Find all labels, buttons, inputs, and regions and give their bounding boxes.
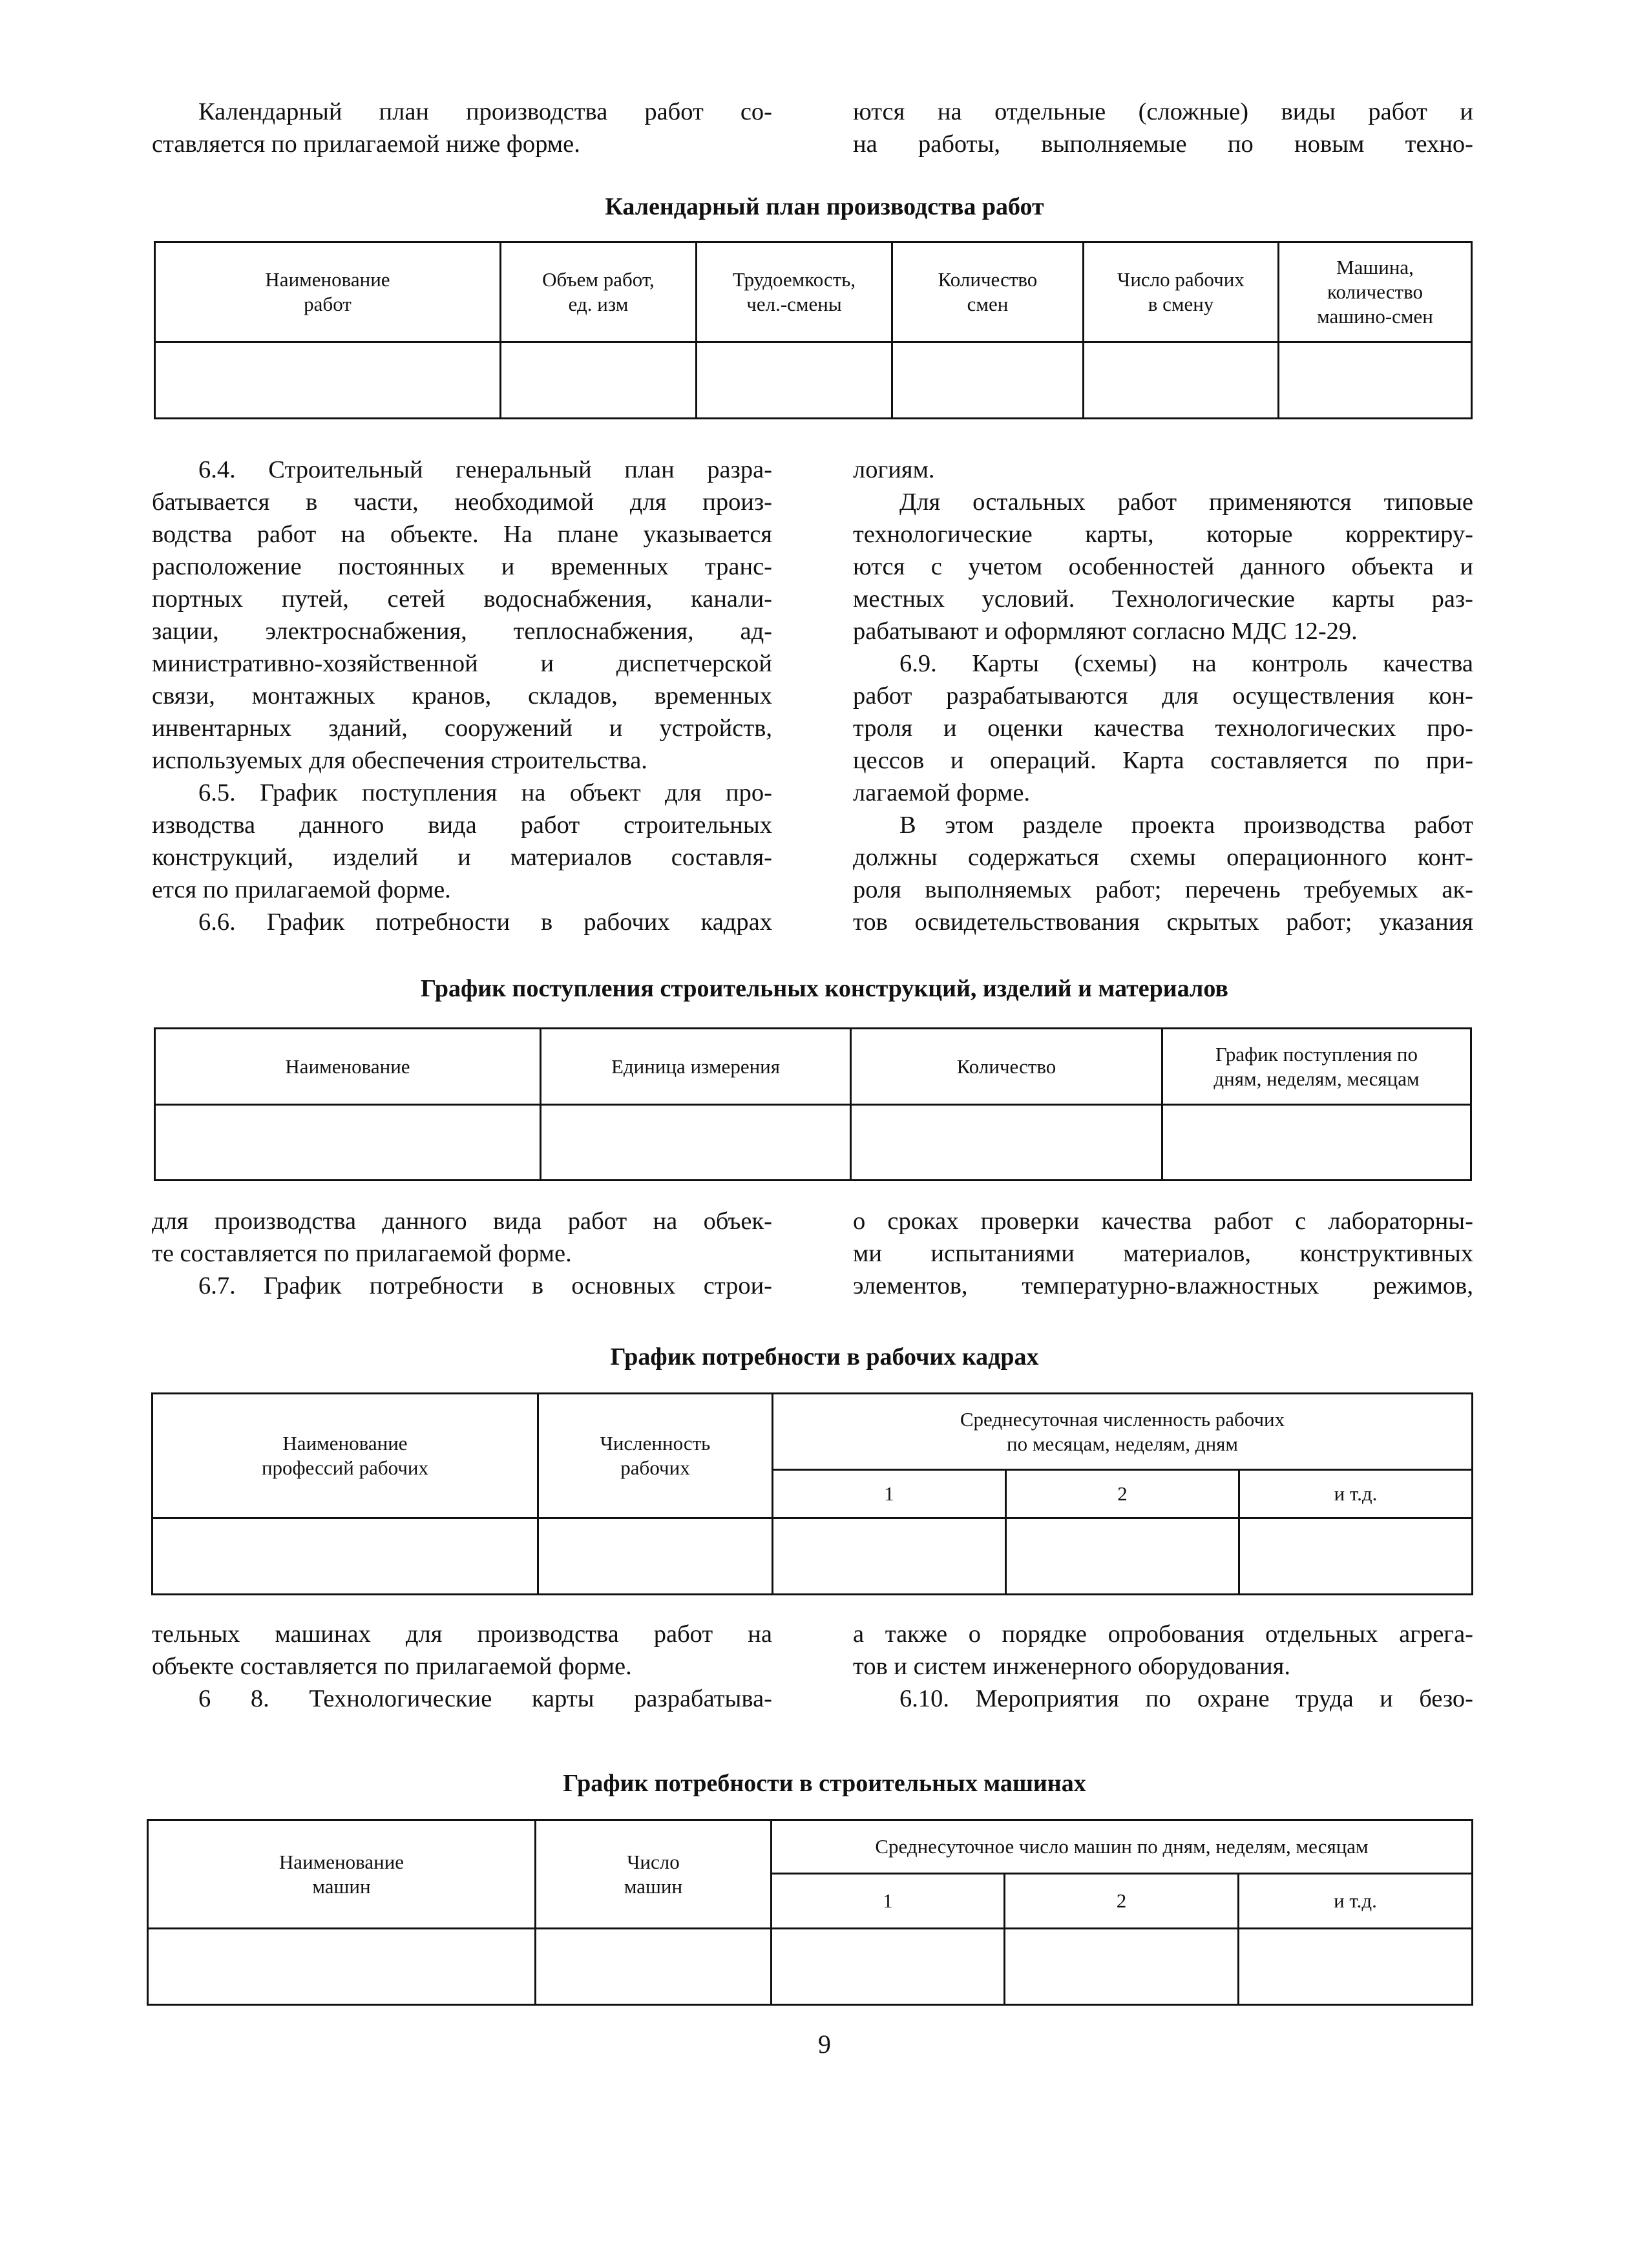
column-left xyxy=(152,1205,772,1302)
header-cell: Наименование работ xyxy=(155,242,501,342)
text-block-3 xyxy=(152,1205,1473,1302)
subheader-cell: 1 xyxy=(773,1470,1006,1518)
paragraph-line: ставляется по прилагаемой ниже форме. xyxy=(152,131,580,158)
paragraph-line: а также о порядке опробования отдельных агрега- xyxy=(853,1621,1473,1648)
paragraph-line: зации, электроснабжения, теплоснабжения, ад- xyxy=(152,618,772,645)
table-title-calendar-plan: Календарный план производства работ xyxy=(605,193,1044,220)
column-left xyxy=(152,454,772,938)
table-calendar-plan xyxy=(154,241,1473,419)
paragraph-line: министративно-хозяйственной и диспетчерской xyxy=(152,650,772,677)
empty-cell xyxy=(541,1105,851,1181)
paragraph-line: Для остальных работ применяются типовые xyxy=(899,488,1473,516)
header-cell: Наименование xyxy=(155,1029,541,1105)
empty-cell xyxy=(773,1518,1006,1595)
paragraph-line: на работы, выполняемые по новым техно- xyxy=(853,131,1473,158)
table-row xyxy=(155,1105,1471,1181)
paragraph-line: В этом разделе проекта производства работ xyxy=(899,812,1473,839)
header-cell: Количество смен xyxy=(892,242,1084,342)
paragraph-line: водства работ на объекте. На плане указывается xyxy=(152,521,772,548)
paragraph-line: Календарный план производства работ со- xyxy=(198,98,772,125)
paragraph-line: лагаемой форме. xyxy=(853,779,1031,806)
table-deliveries xyxy=(154,1027,1472,1181)
paragraph-line: используемых для обеспечения строительства. xyxy=(152,747,647,774)
paragraph-line: должны содержаться схемы операционного конт- xyxy=(853,844,1473,871)
header-cell: Количество xyxy=(851,1029,1162,1105)
paragraph-line: ми испытаниями материалов, конструктивных xyxy=(853,1240,1473,1267)
empty-cell xyxy=(155,342,501,419)
header-cell: Среднесуточная численность рабочих по месяцам, неделям, дням xyxy=(773,1394,1473,1470)
subheader-cell: 2 xyxy=(1006,1470,1239,1518)
paragraph-line: элементов, температурно-влажностных режимов, xyxy=(853,1272,1473,1299)
paragraph-line: связи, монтажных кранов, складов, временных xyxy=(152,682,772,709)
paragraph-line: 6 8. Технологические карты разрабатыва- xyxy=(198,1685,772,1712)
table-machines xyxy=(147,1819,1473,2006)
paragraph-line: тельных машинах для производства работ на xyxy=(152,1621,772,1648)
paragraph-line: работ разрабатываются для осуществления кон- xyxy=(853,682,1473,709)
empty-cell xyxy=(152,1518,538,1595)
paragraph-line: местных условий. Технологические карты раз- xyxy=(853,585,1473,613)
empty-cell xyxy=(1005,1929,1239,2005)
paragraph-line: конструкций, изделий и материалов составля- xyxy=(152,844,772,871)
header-cell: Среднесуточное число машин по дням, неделям, месяцам xyxy=(772,1820,1473,1874)
table-workers xyxy=(151,1392,1473,1595)
empty-cell xyxy=(148,1929,536,2005)
empty-cell xyxy=(538,1518,773,1595)
empty-cell xyxy=(536,1929,772,2005)
paragraph-line: расположение постоянных и временных транс- xyxy=(152,553,772,580)
header-cell: Трудоемкость, чел.-смены xyxy=(697,242,892,342)
paragraph-line: цессов и операций. Карта составляется по при- xyxy=(853,747,1473,774)
paragraph-line: логиям. xyxy=(853,456,935,483)
empty-cell xyxy=(1162,1105,1471,1181)
header-cell: Наименование машин xyxy=(148,1820,536,1929)
subheader-cell: 1 xyxy=(772,1874,1005,1929)
paragraph-line: 6.7. График потребности в основных строи- xyxy=(198,1272,772,1299)
table-title-machines: График потребности в строительных машинах xyxy=(563,1770,1086,1797)
empty-cell xyxy=(1279,342,1472,419)
header-cell: Объем работ, ед. изм xyxy=(501,242,697,342)
table-header-row xyxy=(152,1394,1473,1470)
paragraph-line: портных путей, сетей водоснабжения, канали- xyxy=(152,585,772,613)
paragraph-line: ются с учетом особенностей данного объекта и xyxy=(853,553,1473,580)
subheader-cell: и т.д. xyxy=(1239,1470,1473,1518)
paragraph-line: те составляется по прилагаемой форме. xyxy=(152,1240,572,1267)
paragraph-line: технологические карты, которые корректиру- xyxy=(853,521,1473,548)
empty-cell xyxy=(155,1105,541,1181)
page-number: 9 xyxy=(818,2030,831,2059)
empty-cell xyxy=(1006,1518,1239,1595)
paragraph-line: ется по прилагаемой форме. xyxy=(152,876,451,903)
table-title-deliveries: График поступления строительных конструкций, изделий и материалов xyxy=(421,975,1228,1002)
table-header-row xyxy=(155,242,1472,342)
subheader-cell: 2 xyxy=(1005,1874,1239,1929)
paragraph-line: 6.9. Карты (схемы) на контроль качества xyxy=(899,650,1473,677)
header-cell: Наименование профессий рабочих xyxy=(152,1394,538,1518)
paragraph-line: ются на отдельные (сложные) виды работ и xyxy=(853,98,1473,125)
header-cell: Число рабочих в смену xyxy=(1084,242,1279,342)
paragraph-line: рабатывают и оформляют согласно МДС 12-29. xyxy=(853,618,1358,645)
header-cell: Численность рабочих xyxy=(538,1394,773,1518)
table-row xyxy=(155,342,1472,419)
table-header-row xyxy=(148,1820,1473,1874)
column-right xyxy=(853,454,1473,938)
column-left xyxy=(152,96,772,160)
empty-cell xyxy=(501,342,697,419)
header-cell: Единица измерения xyxy=(541,1029,851,1105)
paragraph-line: тов освидетельствования скрытых работ; указания xyxy=(853,908,1473,936)
paragraph-line: инвентарных зданий, сооружений и устройств, xyxy=(152,715,772,742)
text-block-1 xyxy=(152,96,1473,160)
table-header-row xyxy=(155,1029,1471,1105)
column-right xyxy=(853,1618,1473,1715)
text-block-2 xyxy=(152,454,1473,938)
empty-cell xyxy=(1239,1929,1473,2005)
table-row xyxy=(152,1518,1473,1595)
header-cell: График поступления по дням, неделям, месяцам xyxy=(1162,1029,1471,1105)
table-row xyxy=(148,1929,1473,2005)
paragraph-line: 6.10. Мероприятия по охране труда и безо- xyxy=(899,1685,1473,1712)
header-cell: Число машин xyxy=(536,1820,772,1929)
paragraph-line: 6.5. График поступления на объект для про- xyxy=(198,779,772,806)
paragraph-line: объекте составляется по прилагаемой форме. xyxy=(152,1653,632,1680)
paragraph-line: роля выполняемых работ; перечень требуемых ак- xyxy=(853,876,1473,903)
text-block-4 xyxy=(152,1618,1473,1715)
paragraph-line: для производства данного вида работ на объек- xyxy=(152,1208,772,1235)
empty-cell xyxy=(1239,1518,1473,1595)
column-right xyxy=(853,1205,1473,1302)
table-title-workers: График потребности в рабочих кадрах xyxy=(610,1343,1039,1370)
paragraph-line: троля и оценки качества технологических про- xyxy=(853,715,1473,742)
header-cell: Машина, количество машино-смен xyxy=(1279,242,1472,342)
empty-cell xyxy=(851,1105,1162,1181)
paragraph-line: батывается в части, необходимой для произ- xyxy=(152,488,772,516)
empty-cell xyxy=(697,342,892,419)
paragraph-line: 6.4. Строительный генеральный план разра- xyxy=(198,456,772,483)
paragraph-line: о сроках проверки качества работ с лабораторны- xyxy=(853,1208,1473,1235)
paragraph-line: изводства данного вида работ строительных xyxy=(152,812,772,839)
paragraph-line: 6.6. График потребности в рабочих кадрах xyxy=(198,908,772,936)
subheader-cell: и т.д. xyxy=(1239,1874,1473,1929)
paragraph-line: тов и систем инженерного оборудования. xyxy=(853,1653,1290,1680)
column-left xyxy=(152,1618,772,1715)
empty-cell xyxy=(772,1929,1005,2005)
column-right xyxy=(853,96,1473,160)
empty-cell xyxy=(892,342,1084,419)
empty-cell xyxy=(1084,342,1279,419)
